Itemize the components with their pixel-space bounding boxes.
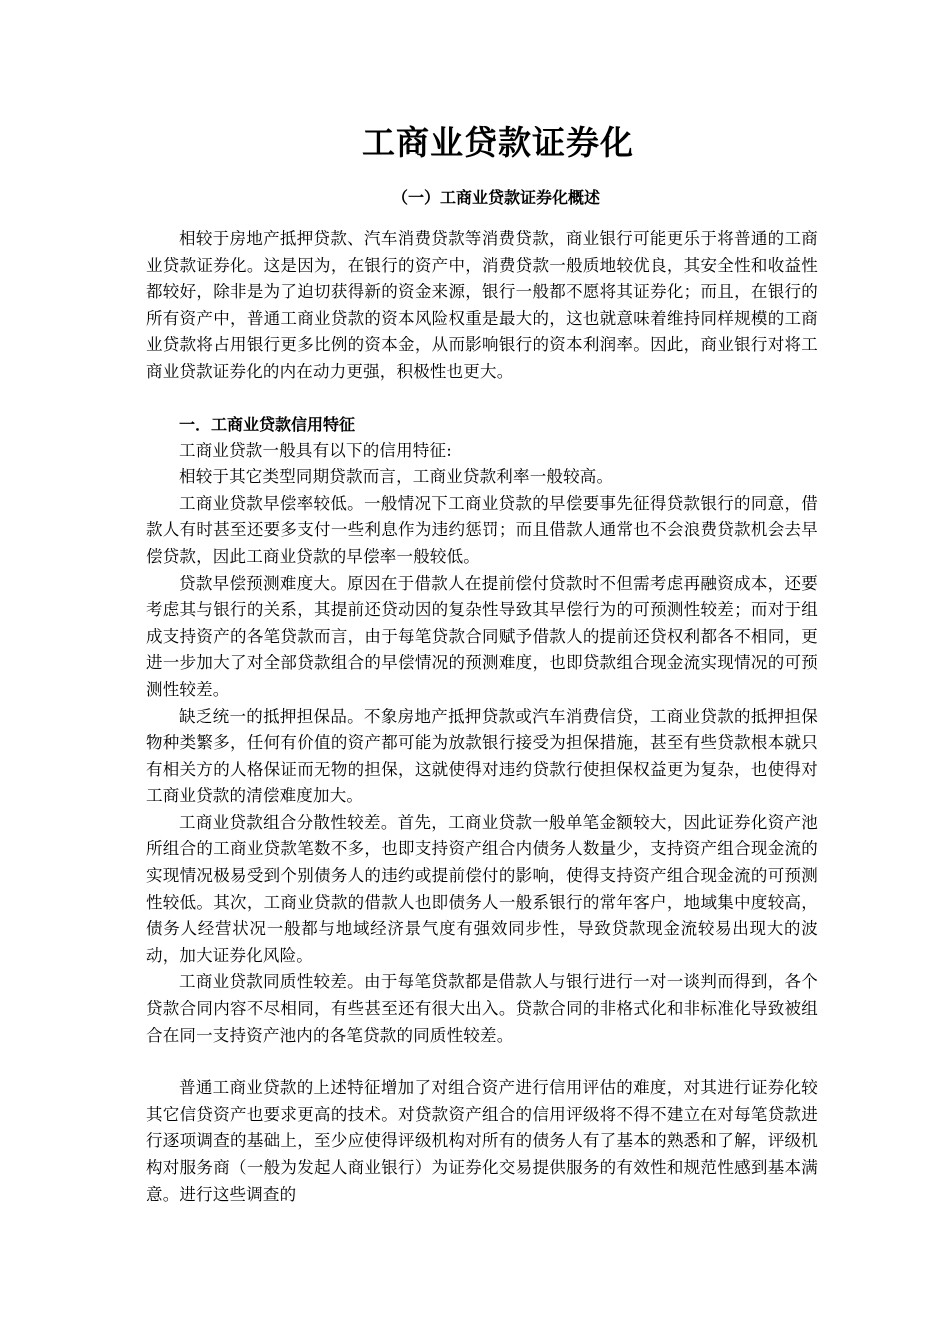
body-paragraph: 贷款早偿预测难度大。原因在于借款人在提前偿付贷款时不但需考虑再融资成本，还要考虑其与银行的关系，其提前还贷动因的复杂性导致其早偿行为的可预测性较差；而对于组成支持资产的各笔贷款而言，由于每笔贷款合同赋予借款人的提前还贷权利都各不相同，更进一步加大了对全部贷款组合的早偿情况的预测难度，也即贷款组合现金流实现情况的可预测性较差。 (146, 573, 818, 699)
closing-paragraph: 普通工商业贷款的上述特征增加了对组合资产进行信用评估的难度，对其进行证券化较其它信贷资产也要求更高的技术。对贷款资产组合的信用评级将不得不建立在对每笔贷款进行逐项调查的基础上，至少应使得评级机构对所有的债务人有了基本的熟悉和了解，评级机构对服务商（一般为发起人商业银行）为证券化交易提供服务的有效性和规范性感到基本满意。进行这些调查的 (146, 1078, 818, 1204)
body-paragraph: 工商业贷款组合分散性较差。首先，工商业贷款一般单笔金额较大，因此证券化资产池所组合的工商业贷款笔数不多，也即支持资产组合内债务人数量少，支持资产组合现金流的实现情况极易受到个别债务人的违约或提前偿付的影响，使得支持资产组合现金流的可预测性较低。其次，工商业贷款的借款人也即债务人一般系银行的常年客户，地域集中度较高，债务人经营状况一般都与地域经济景气度有强效同步性，导致贷款现金流较易出现大的波动，加大证券化风险。 (146, 812, 818, 965)
body-paragraph: 工商业贷款早偿率较低。一般情况下工商业贷款的早偿要事先征得贷款银行的同意，借款人有时甚至还要多支付一些利息作为违约惩罚；而且借款人通常也不会浪费贷款机会去早偿贷款，因此工商业贷款的早偿率一般较低。 (146, 493, 818, 566)
body-paragraph: 工商业贷款一般具有以下的信用特征: (179, 440, 452, 460)
body-paragraph: 缺乏统一的抵押担保品。不象房地产抵押贷款或汽车消费信贷，工商业贷款的抵押担保物种类繁多，任何有价值的资产都可能为放款银行接受为担保措施，甚至有些贷款根本就只有相关方的人格保证而无物的担保，这就使得对违约贷款行使担保权益更为复杂，也使得对工商业贷款的清偿难度加大。 (146, 706, 818, 806)
document-page (146, 120, 818, 1208)
document-title: 工商业贷款证券化 (362, 123, 634, 162)
intro-paragraph: 相较于房地产抵押贷款、汽车消费贷款等消费贷款，商业银行可能更乐于将普通的工商业贷款证券化。这是因为，在银行的资产中，消费贷款一般质地较优良，其安全性和收益性都较好，除非是为了迫切获得新的资金来源，银行一般都不愿将其证券化；而且，在银行的所有资产中，普通工商业贷款的资本风险权重是最大的，这也就意味着维持同样规模的工商业贷款将占用银行更多比例的资本金，从而影响银行的资本利润率。因此，商业银行对将工商业贷款证券化的内在动力更强，积极性也更大。 (146, 229, 818, 381)
body-paragraph: 相较于其它类型同期贷款而言，工商业贷款利率一般较高。 (179, 467, 614, 487)
section-heading-credit-features: 一．工商业贷款信用特征 (179, 414, 356, 434)
section-subtitle: （一）工商业贷款证券化概述 (391, 188, 600, 207)
body-paragraph: 工商业贷款同质性较差。由于每笔贷款都是借款人与银行进行一对一谈判而得到，各个贷款合同内容不尽相同，有些甚至还有很大出入。贷款合同的非格式化和非标准化导致被组合在同一支持资产池内的各笔贷款的同质性较差。 (146, 972, 818, 1045)
